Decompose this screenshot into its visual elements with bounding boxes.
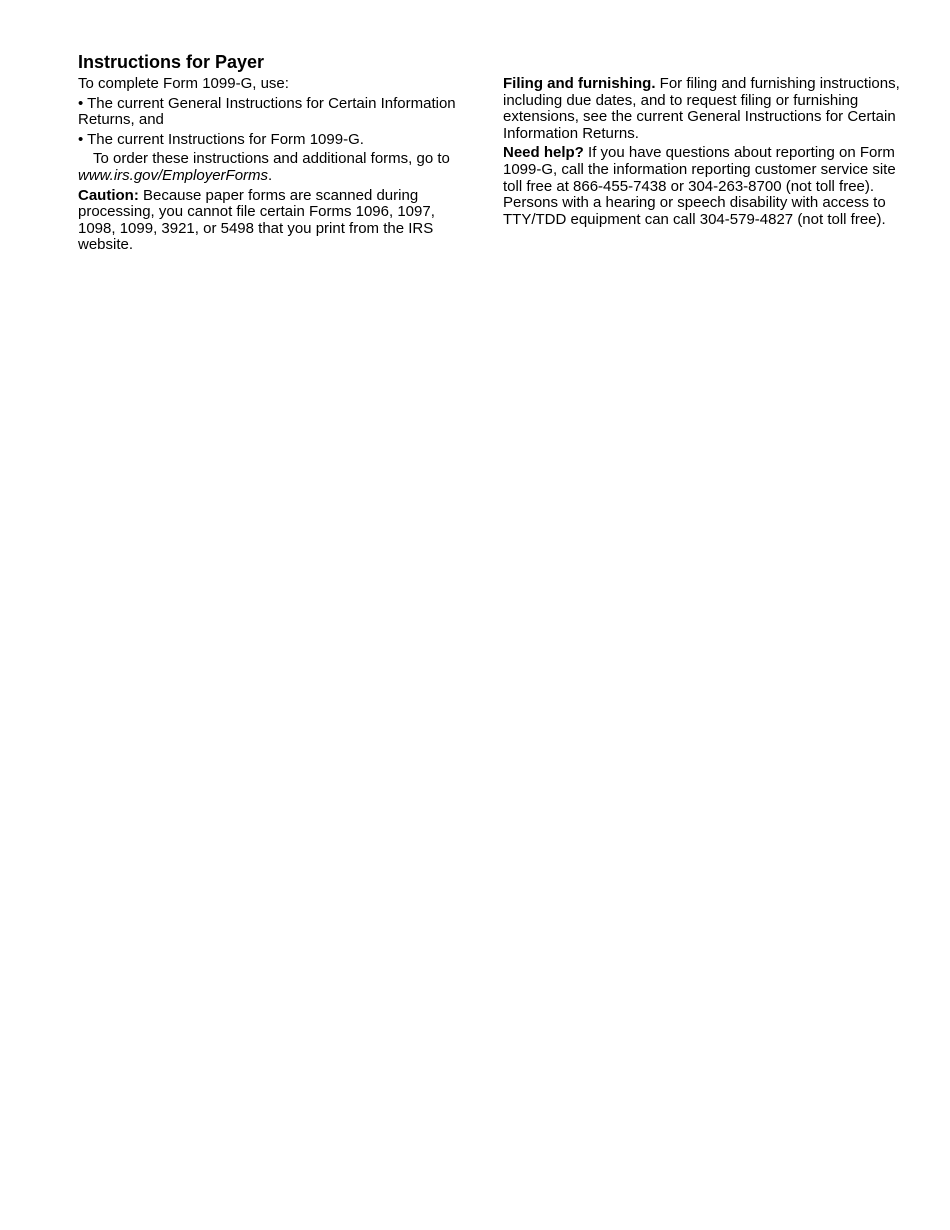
order-end: . — [268, 166, 273, 184]
caution-label: Caution: — [78, 186, 139, 204]
bullet-form-instructions: • The current Instructions for Form 1099-G. — [78, 130, 364, 148]
filing-label: Filing and furnishing. — [503, 75, 656, 92]
filing-paragraph — [503, 76, 901, 142]
right-column — [503, 76, 901, 231]
intro-text: To complete Form 1099-G, use: — [78, 75, 289, 92]
order-paragraph — [78, 151, 463, 184]
bullet-general-instructions: • The current General Instructions for Certain Information Returns, and — [78, 94, 456, 129]
help-paragraph — [503, 145, 901, 228]
caution-paragraph — [78, 188, 463, 254]
caution-text: Because paper forms are scanned during processing, you cannot file certain Forms 1096, 1097, 1098, 1099, 3921, or 5498 that you print from the IRS website. — [78, 186, 435, 254]
help-label: Need help? — [503, 144, 584, 162]
page-title: Instructions for Payer — [78, 52, 265, 72]
employer-forms-link[interactable]: www.irs.gov/EmployerForms — [78, 166, 269, 184]
help-text: If you have questions about reporting on Form 1099-G, call the information reporting customer service site toll free at 866-455-7438 or 304-263-8700 (not toll free). Persons with a hearing or speech disability with access to TTY/TDD equipment can call 304-579-4827 (not toll free). — [503, 144, 896, 228]
left-body — [78, 76, 463, 257]
order-text: To order these instructions and additional forms, go to — [93, 150, 450, 168]
filing-text: For filing and furnishing instructions, including due dates, and to request filing or furnishing extensions, see the current General Instructions for Certain Information Returns. — [503, 75, 900, 142]
